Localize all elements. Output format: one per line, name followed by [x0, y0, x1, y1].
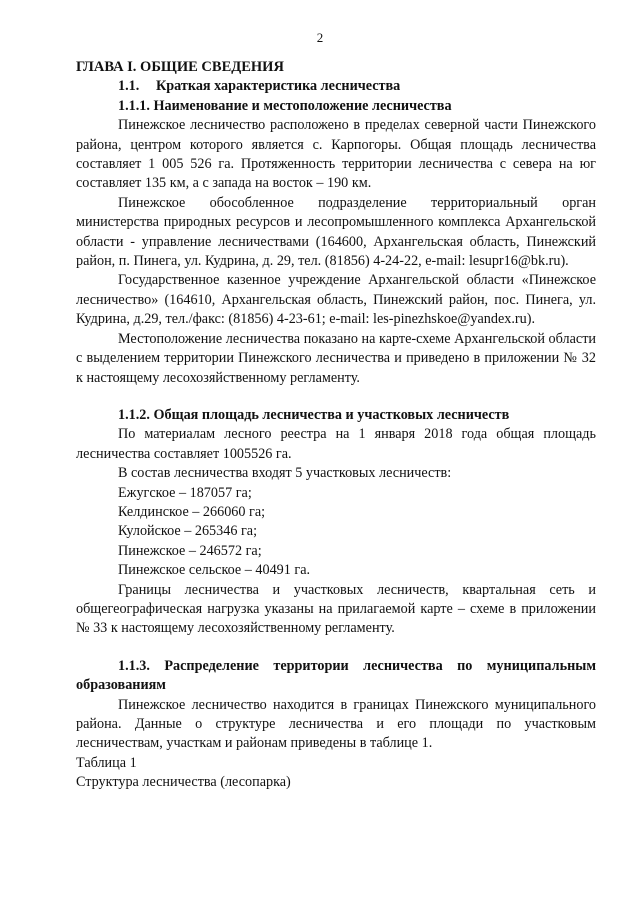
- table-caption: Структура лесничества (лесопарка): [76, 774, 291, 791]
- list-item: Кулойское – 265346 га;: [118, 523, 258, 540]
- subsection-heading-1-1-1: 1.1.1. Наименование и местоположение лесничества: [118, 97, 452, 114]
- section-heading-1-1: [76, 77, 596, 96]
- table-label: Таблица 1: [76, 754, 137, 771]
- section-title: Краткая характеристика лесничества: [156, 78, 401, 95]
- subsection-heading-1-1-2: 1.1.2. Общая площадь лесничества и участковых лесничеств: [118, 406, 510, 423]
- spacer: [76, 639, 596, 657]
- list-item: Келдинское – 266060 га;: [118, 503, 266, 520]
- page-number: 2: [316, 30, 324, 45]
- chapter-title: ГЛАВА I. ОБЩИЕ СВЕДЕНИЯ: [76, 59, 284, 75]
- paragraph-municipal-distribution: Пинежское лесничество находится в границах Пинежского муниципального района. Данные о структуре лесничества и его площади по участковым лесничествам, участкам и районам приведены в таблице 1.: [76, 696, 596, 752]
- paragraph-institution: Государственное казенное учреждение Архангельской области «Пинежское лесничество» (164610, Архангельская область, Пинежский район, пос. Пинега, ул. Кудрина, д.29, тел./факс: (81856) 4-23-61; e-mail: les-pinezhskoe@yandex.ru).: [76, 272, 596, 328]
- paragraph-map-reference: Местоположение лесничества показано на карте-схеме Архангельской области с выделением территории Пинежского лесничества и приведено в приложении № 32 к настоящему лесохозяйственному регламенту.: [76, 330, 596, 386]
- list-item: Ежугское – 187057 га;: [118, 484, 252, 501]
- paragraph-boundaries: Границы лесничества и участковых лесничеств, квартальная сеть и общегеографическая нагрузка указаны на прилагаемой карте – схеме в приложении № 33 к настоящему лесохозяйственному регламенту.: [76, 581, 596, 637]
- list-item: Пинежское – 246572 га;: [118, 542, 262, 559]
- spacer: [76, 388, 596, 406]
- list-item: Пинежское сельское – 40491 га.: [118, 562, 311, 579]
- paragraph-composition: В состав лесничества входят 5 участковых лесничеств:: [118, 465, 452, 482]
- paragraph-total-area: По материалам лесного реестра на 1 января 2018 года общая площадь лесничества составляет 1005526 га.: [76, 426, 596, 462]
- section-number: 1.1.: [118, 78, 140, 95]
- paragraph-subdivision: Пинежское обособленное подразделение территориальный орган министерства природных ресурсов и лесопромышленного комплекса Архангельской области - управление лесничествами (164600, Архангельская область, Пинежский район, п. Пинега, ул. Кудрина, д. 29, тел. (81856) 4-24-22, e-mail: lesupr16@bk.ru).: [76, 194, 596, 270]
- paragraph-location: Пинежское лесничество расположено в пределах северной части Пинежского района, центром которого является с. Карпогоры. Общая площадь лесничества составляет 1 005 526 га. Протяженность территории лесничества с севера на юг составляет 135 км, а с запада на восток – 190 км.: [76, 117, 596, 192]
- subsection-heading-1-1-3: 1.1.3. Распределение территории лесничества по муниципальным образованиям: [76, 657, 596, 694]
- document-body: [76, 58, 596, 793]
